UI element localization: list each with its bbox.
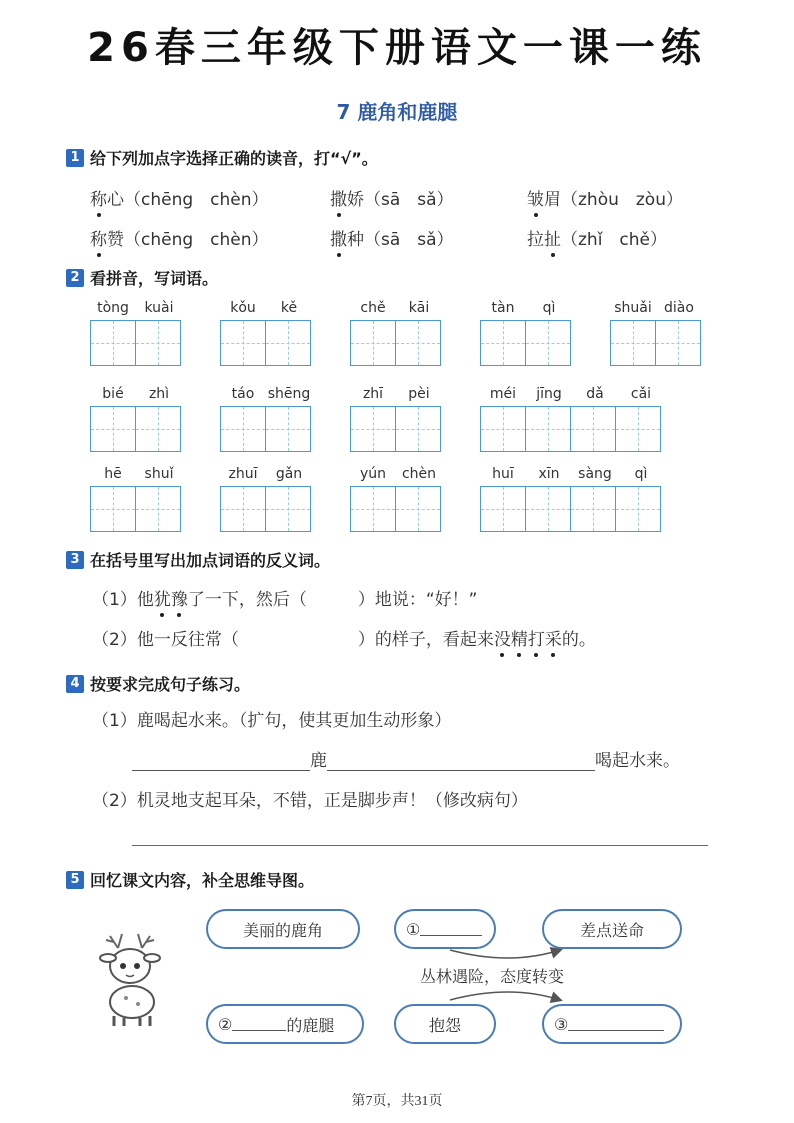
pinyin-syllable: zhuī [228, 466, 258, 482]
q1-item[interactable]: 皱眉（zhòu zòu） [527, 185, 683, 210]
pinyin-syllable: shēng [267, 386, 311, 402]
pinyin-syllable: kě [280, 300, 298, 316]
q1-prompt: 给下列加点字选择正确的读音，打“√”。 [90, 149, 378, 168]
pinyin-syllable: sàng [578, 466, 612, 482]
q4-sentence-2: （2）机灵地支起耳朵，不错，正是脚步声！（修改病句） [92, 791, 528, 811]
pinyin-syllable: zhì [148, 386, 170, 402]
q3-sentence-1: （1）他犹豫了一下，然后（ ）地说：“好！” [92, 585, 477, 610]
pinyin-syllable: gǎn [275, 466, 303, 482]
pinyin-syllable: kuài [144, 300, 174, 316]
pinyin-syllable: shuǐ [144, 466, 174, 482]
mindmap-node-blank-1[interactable]: ① [394, 909, 496, 949]
q2-prompt: 看拼音，写词语。 [90, 269, 219, 288]
pinyin-syllable: táo [231, 386, 255, 402]
pinyin-syllable: diào [664, 300, 694, 316]
q3-prompt: 在括号里写出加点词语的反义词。 [90, 551, 331, 570]
q2-number: 2 [66, 269, 84, 287]
dotted-char: 称 [90, 225, 107, 250]
pinyin-syllable: pèi [408, 386, 430, 402]
pinyin-syllable: hē [104, 466, 122, 482]
pinyin-syllable: qì [542, 300, 556, 316]
q5-prompt: 回忆课文内容，补全思维导图。 [90, 871, 315, 890]
q1-item[interactable]: 撒娇（sā sǎ） [330, 185, 454, 210]
pinyin-syllable: tòng [97, 300, 129, 316]
pinyin-syllable: chèn [401, 466, 437, 482]
pinyin-syllable: bié [102, 386, 124, 402]
mindmap-node-blank-3[interactable]: ③ [542, 1004, 682, 1044]
mindmap-node-complain: 抱怨 [394, 1004, 496, 1044]
q3-sentence-2: （2）他一反往常（ ）的样子，看起来没精打采的。 [92, 625, 596, 650]
q1-item[interactable]: 称心（chēng chèn） [90, 185, 269, 210]
mindmap-node-beautiful-antlers: 美丽的鹿角 [206, 909, 360, 949]
q4-number: 4 [66, 675, 84, 693]
pinyin-syllable: chě [360, 300, 386, 316]
q3-number: 3 [66, 551, 84, 569]
q3-dotted-word-2: 没精打采 [494, 630, 562, 650]
pinyin-syllable: jīng [536, 386, 562, 402]
pinyin-syllable: méi [489, 386, 517, 402]
pinyin-syllable: tàn [491, 300, 515, 316]
arrow-icon [450, 950, 560, 958]
q4-fill-line: 鹿 喝起水来。 [132, 746, 680, 771]
q1-item[interactable]: 撒种（sā sǎ） [330, 225, 454, 250]
q4-sentence-1: （1）鹿喝起水来。（扩句，使其更加生动形象） [92, 711, 452, 731]
dotted-char: 撒 [330, 225, 347, 250]
pinyin-syllable: dǎ [586, 386, 604, 402]
arrow-icon [450, 992, 560, 1000]
dotted-char: 皱 [527, 185, 544, 210]
mindmap-node-near-death: 差点送命 [542, 909, 682, 949]
mindmap-middle-label: 丛林遇险，态度转变 [420, 967, 565, 986]
pinyin-syllable: qì [634, 466, 648, 482]
lesson-title: 7 鹿角和鹿腿 [336, 100, 458, 124]
pinyin-syllable: yún [359, 466, 387, 482]
banner-title: 26春三年级下册语文一课一练 [87, 25, 707, 71]
pinyin-syllable: zhī [362, 386, 384, 402]
q1-item[interactable]: 拉扯（zhǐ chě） [527, 225, 667, 250]
q4-prompt: 按要求完成句子练习。 [90, 675, 251, 694]
q4-requirement-1: （扩句，使其更加生动形象） [238, 711, 452, 731]
pinyin-syllable: xīn [538, 466, 560, 482]
pinyin-syllable: cǎi [630, 386, 652, 402]
q3-dotted-word-1: 犹豫 [154, 590, 188, 610]
mindmap-node-blank-2[interactable]: ② 的鹿腿 [206, 1004, 364, 1044]
q4-requirement-2: （修改病句） [425, 791, 528, 811]
q1-number: 1 [66, 149, 84, 167]
pinyin-syllable: shuǎi [614, 300, 652, 316]
q5-number: 5 [66, 871, 84, 889]
pinyin-syllable: kǒu [230, 300, 256, 316]
dotted-char: 扯 [544, 225, 561, 250]
q1-item[interactable]: 称赞（chēng chèn） [90, 225, 269, 250]
dotted-char: 撒 [330, 185, 347, 210]
page-footer: 第7页，共31页 [351, 1094, 443, 1109]
pinyin-syllable: huī [492, 466, 514, 482]
dotted-char: 称 [90, 185, 107, 210]
pinyin-syllable: kāi [408, 300, 430, 316]
